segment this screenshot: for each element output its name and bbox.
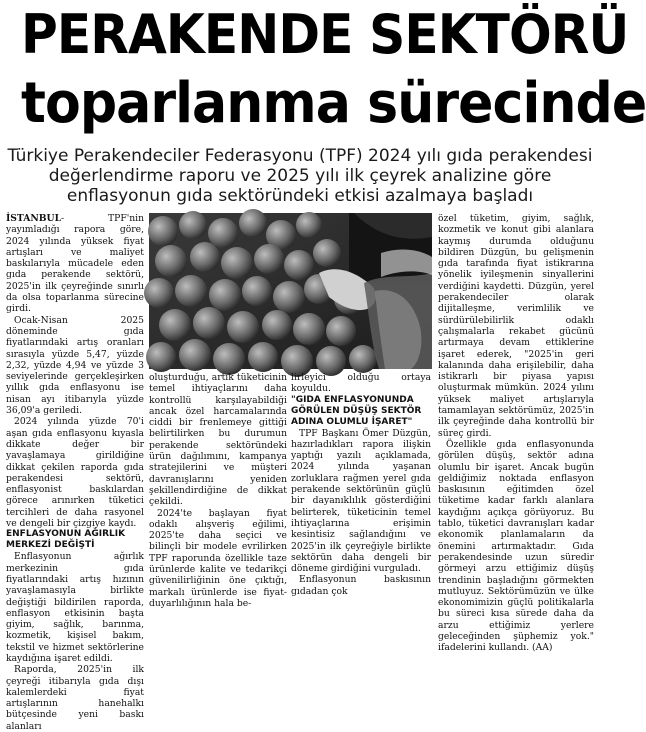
- article-deck: Türkiye Perakendeciler Federasyonu (TPF) 2024 yılı gıda perakendesi değerlendirme raporu ve 2025 yılı ilk çeyrek analizine göre enflasyonun gıda sektöründeki etkisi azalmaya başladı: [7, 146, 593, 206]
- article-column-3: [291, 372, 431, 597]
- paragraph: oluşturduğu, artık tüketicinin temel ihtiyaçlarını daha kontrollü karşılayabildiği ancak özel harcamalarında ciddi bir frenlemeye gittiği belirtilirken bu durumun perakende sektöründeki ürün dağılımını, kampanya stratejilerini ve müşteri davranışlarını yeniden şekillendirdiğine de dikkat çekildi.: [149, 372, 287, 508]
- subheading: "GIDA ENFLASYONUNDA GÖRÜLEN DÜŞÜŞ SEKTÖR ADINA OLUMLU İŞARET": [291, 394, 422, 427]
- paragraph-text: - TPF'nin yayımladığı rapora göre, 2024 yılında yüksek fiyat artışları ve maliyet baskılarıyla mücadele eden gıda perakende sektörü, 2025'in ilk çeyreğinde sınırlı da olsa toparlanma sürecine girdi.: [6, 213, 144, 315]
- paragraph: 2024 yılında yüzde 70'i aşan gıda enflasyonu kıyasla dikkate değer bir yavaşlamaya girildiğine dikkat çekilen raporda gıda perakendesi sektörü, enflasyonist baskılardan görece arınırken tüketici tercihleri de daha rasyonel ve dengeli bir çizgiye kaydı.: [6, 416, 144, 530]
- subheading: ENFLASYONUN AĞIRLIK MERKEZİ DEĞİŞTİ: [6, 529, 126, 551]
- paragraph: lirleyici olduğu ortaya koyuldu.: [291, 372, 431, 395]
- paragraph: Özellikle gıda enflasyonunda görülen düşüş, sektör adına olumlu bir işaret. Ancak bugün geldiğimiz noktada enflasyon baskısının eğitimden özel tüketime kadar farklı alanlara kaydığını açıkça görüyoruz. Bu tablo, tüketici davranışları kadar ekonomik planlamaların da önemini artırmaktadır. Gıda perakendesinde uzun süredir görmeyi arzu ettiğimiz düşüş trendinin başladığını görmekten mutluyuz. Sektörümüzün ve ülke ekonomimizin güçlü politikalarla bu süreci kısa sürede daha da arzu ettiğimiz yerlere geleceğinden şüphemiz yok." ifadelerini kullandı. (AA): [438, 438, 594, 654]
- paragraph: Enflasyonun baskısının gıdadan çok: [291, 574, 431, 597]
- dateline-city: İSTANBUL: [6, 213, 62, 224]
- article-column-2: [149, 372, 287, 609]
- article-column-4: [438, 213, 594, 654]
- paragraph: [6, 213, 144, 315]
- headline-line-1: PERAKENDE SEKTÖRÜ: [21, 3, 629, 66]
- paragraph: özel tüketim, giyim, sağlık, kozmetik ve konut gibi alanlara kaymış durumda olduğunu bildiren Düzgün, bu gelişmenin gıda tarafında fiyat istikrarına yönelik iyileşmenin sinyallerini verdiğini kaydetti. Düzgün, yerel perakendeciler olarak dijitalleşme, verimlilik ve sürdürülebilirlik odaklı çalışmalarla rekabet gücünü artırmaya devam ettiklerine işaret ederek, "2025'in geri kalanında daha erişilebilir, daha istikrarlı bir piyasa yapısı oluşturmak mümkün. 2024 yılını yüksek maliyet artışlarıyla tamamlayan sektörümüz, 2025'in ilk çeyreğinde daha kontrollü bir süreç girdi.: [438, 213, 594, 439]
- article-column-1: [6, 213, 144, 732]
- paragraph: 2024'te başlayan fiyat odaklı alışveriş eğilimi, 2025'te daha seçici ve bilinçli bir modele evrilirken TPF raporunda özellikle taze ürünlerde kalite ve tedarikçi güvenilirliğinin öne çıktığı, markalı ürünlerde ise fiyat-duyarlılığının hala be-: [149, 507, 287, 609]
- paragraph: Ocak-Nisan 2025 döneminde gıda fiyatlarındaki artış oranları sırasıyla yüzde 5,47, yüzde 2,32, yüzde 4,94 ve yüzde 3 seviyelerinde gerçekleşirken yıllık gıda enflasyonu ise nisan ayı itibarıyla yüzde 36,09'a geriledi.: [6, 314, 144, 417]
- tomatoes-photo: [149, 213, 432, 369]
- headline-line-2: toparlanma sürecinde: [21, 71, 646, 136]
- paragraph: TPF Başkanı Ömer Düzgün, hazırladıkları rapora ilişkin yaptığı yazılı açıklamada, 2024 yılında yaşanan zorluklara rağmen yerel gıda perakende sektörünün güçlü bir dayanıklılık gösterdiğini belirterek, tüketicinin temel ihtiyaçlarına erişimin kesintisiz sağlandığını ve 2025'in ilk çeyreğiyle birlikte sektörün daha dengeli bir döneme girdiğini vurguladı.: [291, 427, 431, 575]
- paragraph: Enflasyonun ağırlık merkezinin gıda fiyatlarındaki artış hızının yavaşlamasıyla birlikte değiştiği bildirilen raporda, enflasyon etkisinin başta giyim, sağlık, barınma, kozmetik, kişisel bakım, tekstil ve hizmet sektörlerine kaydığına işaret edildi.: [6, 551, 144, 664]
- paragraph: Raporda, 2025'in ilk çeyreği itibarıyla gıda dışı kalemlerdeki fiyat artışlarının hanehalkı bütçesinde yeni baskı alanları: [6, 664, 144, 732]
